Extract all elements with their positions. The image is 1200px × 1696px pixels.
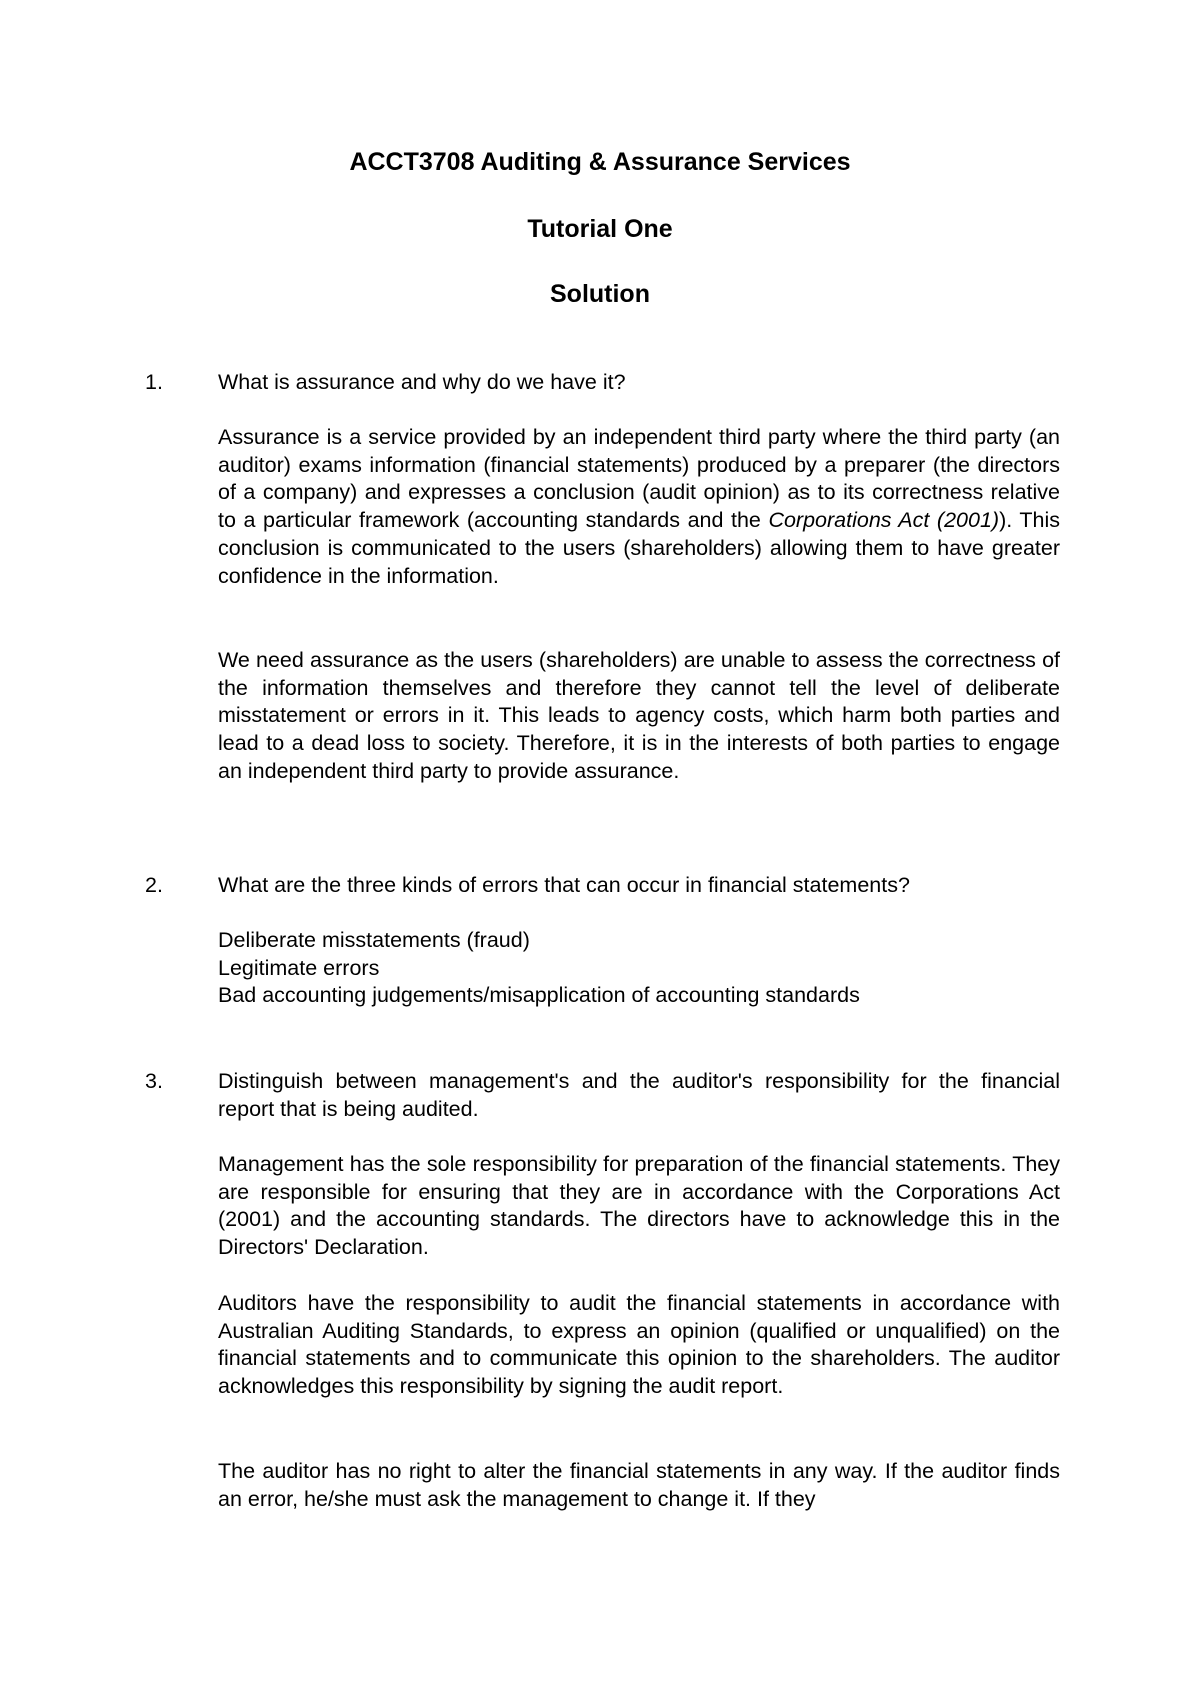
list-item: Deliberate misstatements (fraud) [218, 928, 530, 952]
answer-1-paragraph-1 [218, 424, 1060, 590]
question-text: What are the three kinds of errors that can occur in financial statements? [218, 873, 910, 897]
question-text: Distinguish between management's and the auditor's responsibility for the financial report that is being audited. [218, 1069, 1060, 1121]
answer-3-paragraph-2: Auditors have the responsibility to audit the financial statements in accordance with Australian Auditing Standards, to express an opinion (qualified or unqualified) on the financial statements and to communicate this opinion to the shareholders. The auditor acknowledges this responsibility by signing the audit report. [218, 1291, 1060, 1399]
section-heading: Solution [550, 280, 650, 308]
document-title: ACCT3708 Auditing & Assurance Services [349, 148, 851, 176]
answer-text: ). This conclusion is communicated to the users (shareholders) allowing them to have greater confidence in the information. [218, 508, 1060, 588]
question-number: 1. [145, 370, 163, 394]
answer-text-italic: Corporations Act (2001) [768, 508, 1000, 533]
document-subtitle: Tutorial One [527, 215, 673, 243]
answer-text: Assurance is a service provided by an independent third party where the third party (an auditor) exams information (financial statements) produced by a preparer (the directors of a company) and expresses a conclusion (audit opinion) as to its correctness relative to a particular framework (accounting standards and the [218, 425, 1060, 533]
answer-3-paragraph-3: The auditor has no right to alter the financial statements in any way. If the auditor finds an error, he/she must ask the management to change it. If they [218, 1459, 1060, 1511]
list-item: Bad accounting judgements/misapplication of accounting standards [218, 983, 860, 1008]
question-number: 3. [145, 1069, 163, 1093]
answer-1-paragraph-2: We need assurance as the users (shareholders) are unable to assess the correctness of the information themselves and therefore they cannot tell the level of deliberate misstatement or errors in it. This leads to agency costs, which harm both parties and lead to a dead loss to society. Therefore, it is in the interests of both parties to engage an independent third party to provide assurance. [218, 648, 1060, 783]
question-text: What is assurance and why do we have it? [218, 370, 626, 394]
question-number: 2. [145, 873, 163, 897]
error-list [218, 927, 1060, 1010]
answer-3-paragraph-1: Management has the sole responsibility for preparation of the financial statements. They are responsible for ensuring that they are in accordance with the Corporations Act (2001) and the accounting standards. The directors have to acknowledge this in the Directors' Declaration. [218, 1152, 1060, 1260]
list-item: Legitimate errors [218, 955, 380, 980]
